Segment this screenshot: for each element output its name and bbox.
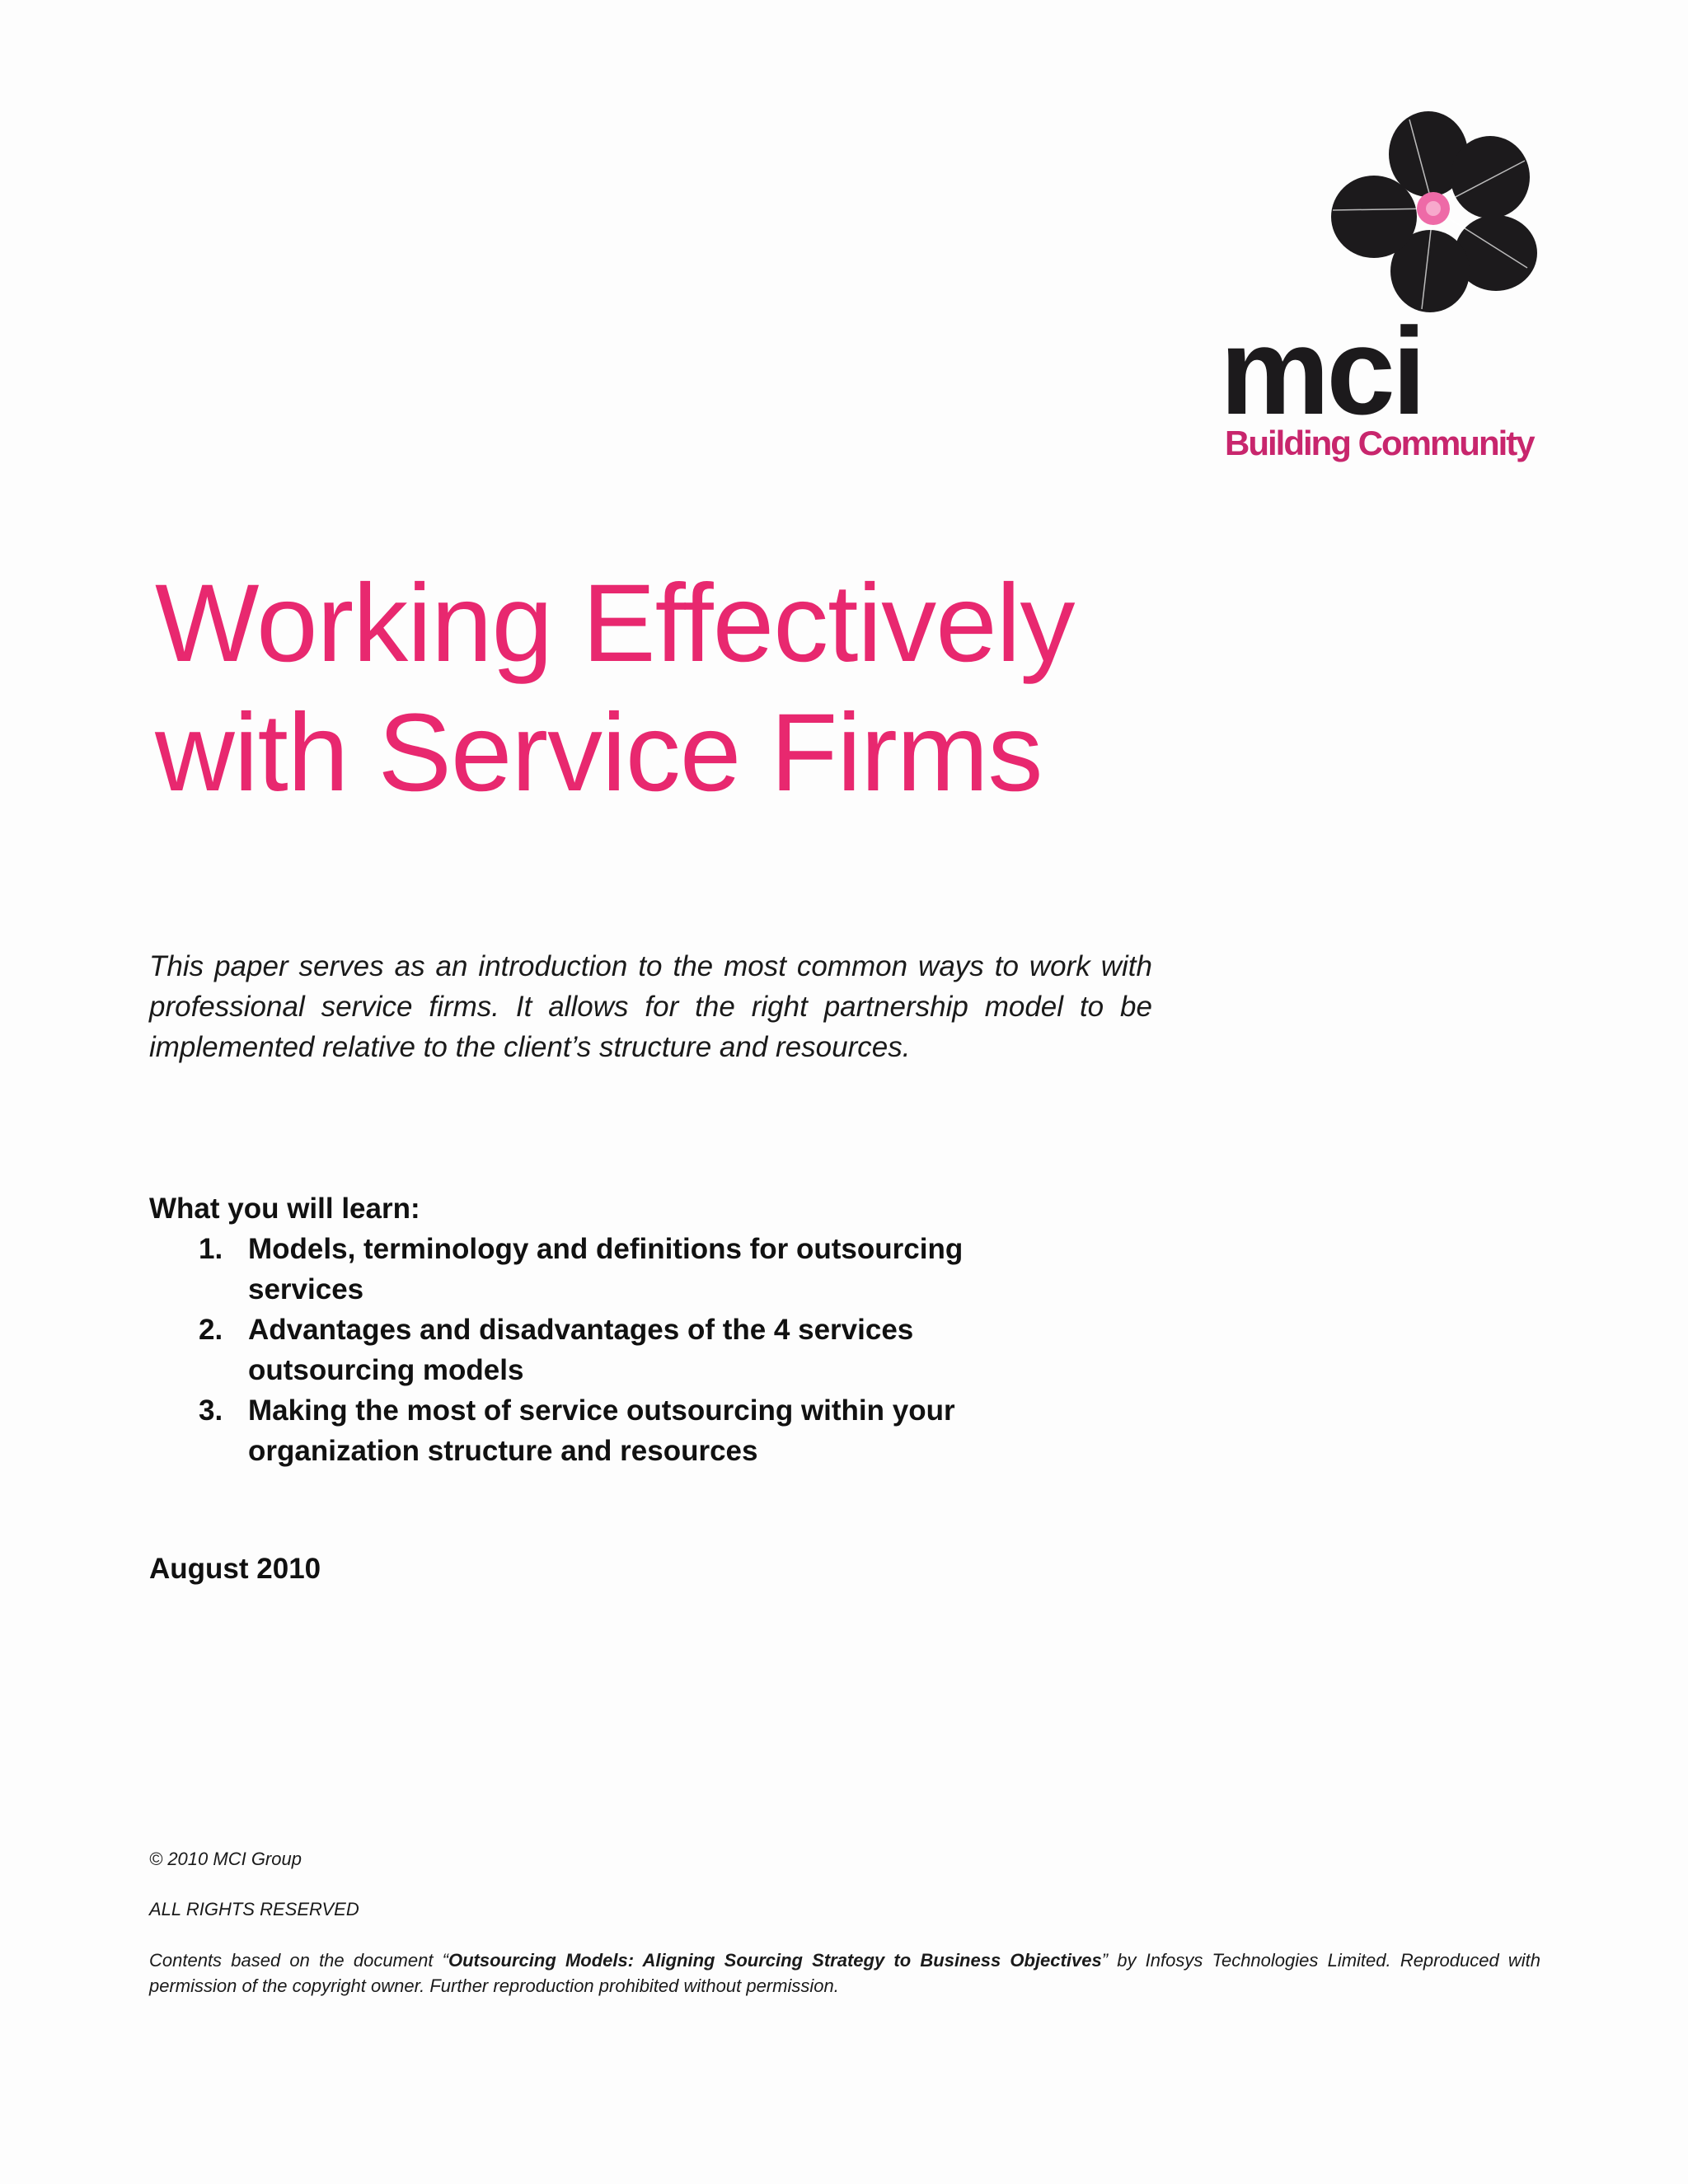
list-item	[149, 1310, 1056, 1390]
logo-tagline: Building Community	[1225, 424, 1534, 462]
logo-wordmark: mci	[1220, 302, 1423, 440]
learn-list	[149, 1229, 1056, 1471]
publication-date: August 2010	[149, 1553, 321, 1585]
attribution-prefix: Contents based on the document “	[149, 1950, 448, 1971]
source-attribution	[149, 1947, 1540, 1999]
list-text: Making the most of service outsourcing within your organization structure and resources	[248, 1394, 955, 1467]
list-item	[149, 1229, 1056, 1310]
title-line-2: with Service Firms	[155, 691, 1043, 814]
rights-notice: ALL RIGHTS RESERVED	[149, 1899, 359, 1919]
learn-heading: What you will learn:	[149, 1193, 420, 1225]
source-document-title: Outsourcing Models: Aligning Sourcing Strategy to Business Objectives	[448, 1950, 1102, 1971]
flower-icon	[1331, 111, 1537, 313]
document-title	[155, 562, 1075, 814]
list-number: 1.	[199, 1233, 223, 1265]
list-number: 2.	[199, 1314, 223, 1346]
title-line-1: Working Effectively	[155, 562, 1075, 685]
attribution-suffix: ” by Infosys Technologies Limited. Reproduced with permission of the copyright owner. Further reproduction prohibited without permission.	[149, 1950, 1540, 1996]
copyright-notice: © 2010 MCI Group	[149, 1849, 302, 1869]
flower-petal	[1331, 176, 1417, 258]
intro-paragraph: This paper serves as an introduction to the most common ways to work with professional service firms. It allows for the right partnership model to be implemented relative to the client’s structure and resources.	[149, 950, 1152, 1063]
flower-petal	[1451, 136, 1530, 218]
mci-logo	[1220, 111, 1550, 474]
list-number: 3.	[199, 1394, 223, 1427]
list-item	[149, 1390, 1056, 1471]
list-text: Advantages and disadvantages of the 4 services outsourcing models	[248, 1314, 914, 1386]
list-text: Models, terminology and definitions for outsourcing services	[248, 1233, 964, 1305]
